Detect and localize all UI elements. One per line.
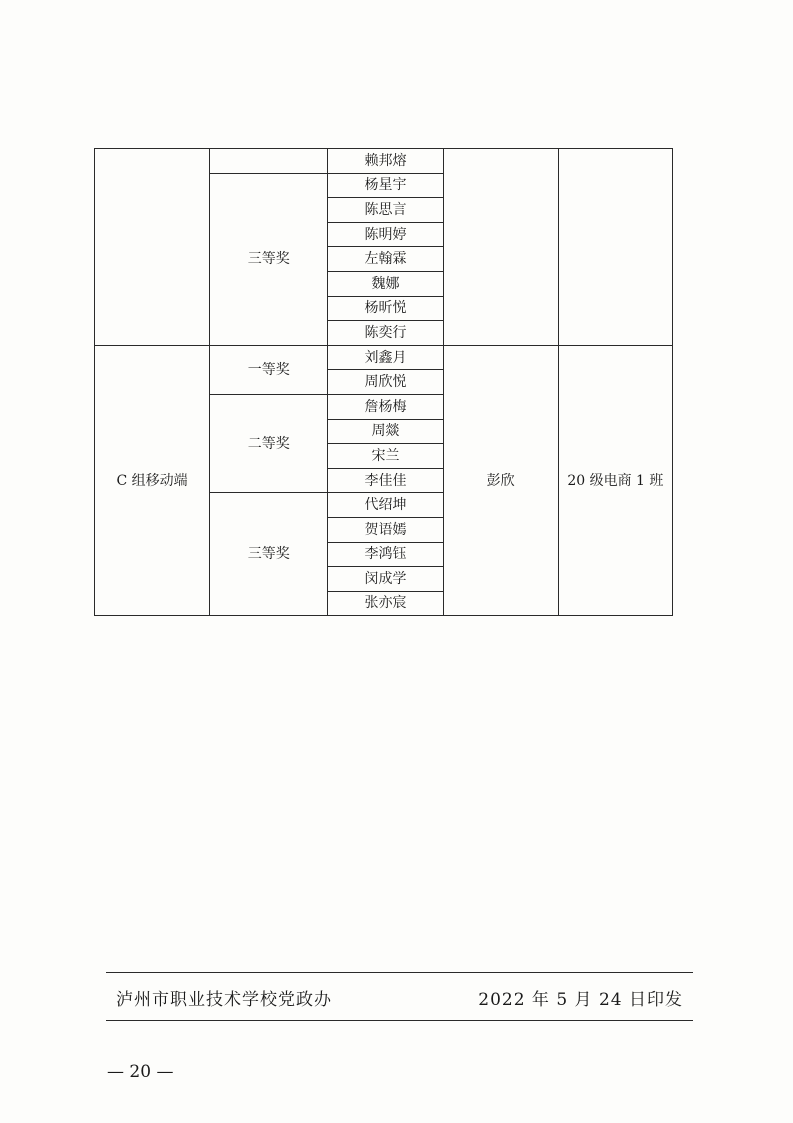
- student-name-cell: 贺语嫣: [328, 517, 443, 542]
- page-number: — 20 —: [107, 1062, 174, 1082]
- tutor-cell: 彭欣: [443, 345, 558, 616]
- class-cell: 20 级电商 1 班: [558, 345, 672, 616]
- table-row: [95, 149, 673, 174]
- student-name-cell: 宋兰: [328, 444, 443, 469]
- footer-organization: 泸州市职业技术学校党政办: [116, 990, 332, 1010]
- award-level-cell: 三等奖: [210, 493, 328, 616]
- award-level-cell: 一等奖: [210, 345, 328, 394]
- student-name-cell: 赖邦熔: [328, 149, 443, 174]
- award-level-cell: 二等奖: [210, 394, 328, 492]
- student-name-cell: 杨昕悦: [328, 296, 443, 321]
- student-name-cell: 周欣悦: [328, 370, 443, 395]
- student-name-cell: 陈思言: [328, 198, 443, 223]
- footer-date: 2022 年 5 月 24 日印发: [478, 990, 683, 1010]
- tutor-cell: [443, 149, 558, 346]
- award-table: [94, 148, 673, 616]
- student-name-cell: 左翰霖: [328, 247, 443, 272]
- student-name-cell: 詹杨梅: [328, 394, 443, 419]
- student-name-cell: 魏娜: [328, 271, 443, 296]
- student-name-cell: 周燚: [328, 419, 443, 444]
- class-cell: [558, 149, 672, 346]
- student-name-cell: 刘鑫月: [328, 345, 443, 370]
- award-level-cell: 三等奖: [210, 173, 328, 345]
- footer-top-rule: [106, 972, 693, 973]
- student-name-cell: 李佳佳: [328, 468, 443, 493]
- group-cell: C 组移动端: [95, 345, 210, 616]
- student-name-cell: 陈明婷: [328, 222, 443, 247]
- student-name-cell: 陈奕行: [328, 321, 443, 346]
- student-name-cell: 代绍坤: [328, 493, 443, 518]
- award-level-cell: [210, 149, 328, 174]
- student-name-cell: 李鸿钰: [328, 542, 443, 567]
- group-cell: [95, 149, 210, 346]
- student-name-cell: 闵成学: [328, 567, 443, 592]
- student-name-cell: 张亦宸: [328, 591, 443, 616]
- table-row: [95, 345, 673, 370]
- footer-bottom-rule: [106, 1020, 693, 1021]
- student-name-cell: 杨星宇: [328, 173, 443, 198]
